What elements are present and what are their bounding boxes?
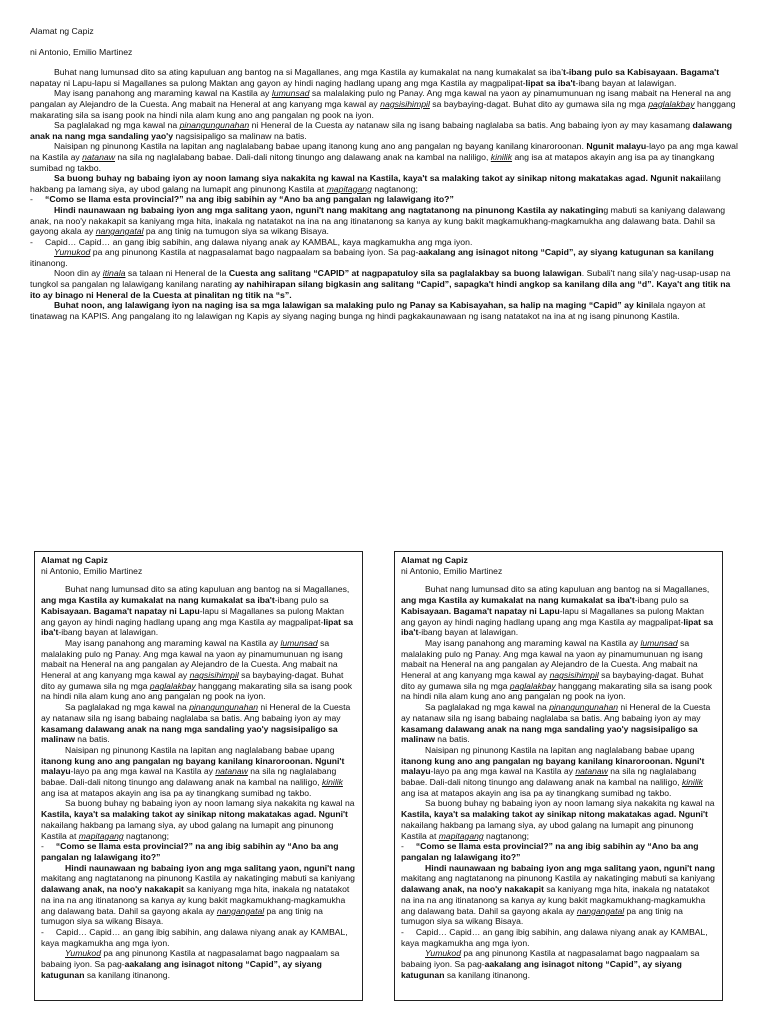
copy-paragraph-6: Hindi naunawaan ng babaing iyon ang mga salitang yaon, nguni't nang makitang ang nagtatanong na pinunong Kastila ay nakatinging mabuti sa kaniyang dalawang anak, na noo'y nakakapit sa kaniyang mga hita, inakala ng natatakot na ina na ang itinatanong sa kanya ay kung bakit magkamukhang-magkamukha ang dalawang bata. Dahil sa gayong akala ay nangangatal pa ang tinig na tumugon siya sa wikang Bisaya. — [401, 862, 715, 927]
dialogue-question: - “Como se llama esta provincial?” na ang ibig sabihin ay “Ano ba ang pangalan ng lalawigang ito?” — [30, 194, 454, 205]
copy-paragraph-1: Buhat nang lumunsad dito sa ating kapuluan ang bantog na si Magallanes, ang mga Kastila ay kumakalat na nang kumakalat sa iba't-ibang pulo sa Kabisayaan. Bagama't napatay ni Lapu-lapu si Magallanes sa pulong Maktan ang gayon ay hindi naging hadlang upang ang mga Kastila ay magpalipat-lipat sa iba't-ibang bayan at lalawigan. — [401, 584, 713, 638]
document-title: Alamat ng Capiz — [30, 26, 94, 36]
copy-dialogue-question: - “Como se llama esta provincial?” na ang ibig sabihin ay “Ano ba ang pangalan ng lalawigang ito?” — [41, 841, 339, 862]
copy-author: ni Antonio, Emilio Martinez — [41, 565, 143, 576]
copy-paragraph-4: Naisipan ng pinunong Kastila na lapitan ang naglalabang babae upang itanong kung ano ang pangalan ng bayang kanilang kinaroroonan. Nguni't malayu-layo pa ang mga kawal na Kastila ay natanaw na sila ng naglalabang babae. Dali-dali nitong tinungo ang dalawang anak na kambal na naliligo, kinilik ang isa at matapos akayin ang isa pa ay tinangkang sumibad ng takbo. — [41, 744, 345, 798]
copy-paragraph-2: May isang panahong ang maraming kawal na Kastila ay lumunsad sa malalaking pulo ng Panay. Ang mga kawal na yaon ay pinamumunuan ng isang mabait na Heneral na ang pangalan ay Alejandro de la Cuesta. Ang mabait na Heneral at ang kanyang mga kawal ay nagsisihimpil sa baybaying-dagat. Buhat dito ay gumawa sila ng mga paglalakbay hanggang makarating sila sa isang pook na hindi nila alam kung ano ang pangalan ng pook na iyon. — [41, 637, 353, 702]
copy-dialogue-answer: - Capid… Capid… an gang ibig sabihin, ang dalawa niyang anak ay KAMBAL, kaya magkamukha ang mga iyon. — [41, 926, 348, 948]
paragraph-6: Hindi naunawaan ng babaing iyon ang mga salitang yaon, nguni't nang makitang ang nagtatanong na pinunong Kastila ay nakatinging mabuti sa kaniyang dalawang anak, na noo'y nakakapit sa kaniyang mga hita, inakala ng natatakot na ina na ang itinatanong sa kanya ay kung bakit magkamukhang-magkamukha ang dalawang bata. Dahil sa gayong akala ay nangangatal pa ang tinig na tumugon siya sa wikang Bisaya. — [30, 204, 726, 237]
copy-title: Alamat ng Capiz — [41, 555, 108, 565]
paragraph-2: May isang panahong ang maraming kawal na Kastila ay lumunsad sa malalaking pulo ng Panay. Ang mga kawal na yaon ay pinamumunuan ng isang mabait na Heneral na ang pangalan ay Alejandro de la Cuesta. Ang mabait na Heneral at ang kanyang mga kawal ay nagsisihimpil sa baybaying-dagat. Buhat dito ay gumawa sila ng mga paglalakbay hanggang makarating sila sa isang pook na hindi nila alam kung ano ang pangalan ng pook na iyon. — [30, 88, 736, 120]
copy-dialogue-answer: - Capid… Capid… an gang ibig sabihin, ang dalawa niyang anak ay KAMBAL, kaya magkamukha ang mga iyon. — [401, 926, 708, 948]
copy-paragraph-5: Sa buong buhay ng babaing iyon ay noon lamang siya nakakita ng kawal na Kastila, kaya't sa malaking takot ay sinikap nitong makatakas agad. Nguni't nakailang hakbang pa lamang siya, ay ubod galang na lumapit ang pinunong Kastila at mapitagang nagtanong; — [401, 798, 715, 841]
paragraph-8: Noon din ay itinala sa talaan ni Heneral de la Cuesta ang salitang “CAPID” at nagpapatuloy sila sa paglalakbay sa buong lalawigan. Subali't nang sila'y nag-usap-usap na tungkol sa pangalan ng lalawigang kanilang narating ay nahihirapan silang bigkasin ang salitang “Capid”, sapagka't hindi angkop sa kanilang dila ang “d”. Kaya't ang titik na ito ay binago ni Heneral de la Cuesta at pinalitan ng titik na “s”. — [30, 268, 731, 300]
document-copy-right — [394, 551, 723, 1001]
copy-author: ni Antonio, Emilio Martinez — [401, 565, 503, 576]
dialogue-answer: - Capid… Capid… an gang ibig sabihin, ang dalawa niyang anak ay KAMBAL, kaya magkamukha ang mga iyon. — [30, 236, 473, 247]
paragraph-3: Sa paglalakad ng mga kawal na pinangungunahan ni Heneral de la Cuesta ay natanaw sila ng isang babaing naglalaba sa batis. Ang babaing iyon ay may kasamang dalawang anak na nang mga sandaling yao'y nagsisipaligo sa malinaw na batis. — [30, 120, 733, 141]
paragraph-5: Sa buong buhay ng babaing iyon ay noon lamang siya nakakita ng kawal na Kastila, kaya't sa malaking takot ay sinikap nitong makatakas agad. Ngunit nakaiilang hakbang pa lamang siya, ay ubod galang na lumapit ang pinunong Kastila at mapitagang nagtanong; — [30, 173, 721, 194]
paragraph-4: Naisipan ng pinunong Kastila na lapitan ang naglalabang babae upang itanong kung ano ang pangalan ng bayang kanilang kinaroroonan. Ngunit malayu-layo pa ang mga kawal na Kastila ay natanaw na sila ng naglalabang babae. Dali-dali nitong tinungo ang dalawang anak na kambal na naliligo, kinilik ang isa at matapos akayin ang isa pa ay tinangkang sumibad ng takbo. — [30, 141, 738, 173]
paragraph-1: Buhat nang lumunsad dito sa ating kapuluan ang bantog na si Magallanes, ang mga Kastila ay kumakalat na nang kumakalat sa iba’t-ibang pulo sa Kabisayaan. Bagama't napatay ni Lapu-lapu si Magallanes sa pulong Maktan ang gayon ay hindi naging hadlang upang ang mga Kastila ay magpalipat-lipat sa iba't-ibang bayan at lalawigan. — [30, 67, 720, 88]
copy-paragraph-4: Naisipan ng pinunong Kastila na lapitan ang naglalabang babae upang itanong kung ano ang pangalan ng bayang kanilang kinaroroonan. Nguni't malayu-layo pa ang mga kawal na Kastila ay natanaw na sila ng naglalabang babae. Dali-dali nitong tinungo ang dalawang anak na kambal na naliligo, kinilik ang isa at matapos akayin ang isa pa ay tinangkang sumibad ng takbo. — [401, 744, 705, 798]
copy-dialogue-question: - “Como se llama esta provincial?” na ang ibig sabihin ay “Ano ba ang pangalan ng lalawigang ito?” — [401, 841, 699, 862]
copy-paragraph-1: Buhat nang lumunsad dito sa ating kapuluan ang bantog na si Magallanes, ang mga Kastila ay kumakalat na nang kumakalat sa iba't-ibang pulo sa Kabisayaan. Bagama't napatay ni Lapu-lapu si Magallanes sa pulong Maktan ang gayon ay hindi naging hadlang upang ang mga Kastila ay magpalipat-lipat sa iba't-ibang bayan at lalawigan. — [41, 584, 353, 638]
copy-paragraph-7: Yumukod pa ang pinunong Kastila at nagpasalamat bago nagpaalam sa babaing iyon. Sa pag-aakalang ang isinagot nitong “Capid”, ay siyang katugunan sa kanilang itinanong. — [401, 948, 700, 980]
document-copy-left — [34, 551, 363, 1001]
copy-paragraph-6: Hindi naunawaan ng babaing iyon ang mga salitang yaon, nguni't nang makitang ang nagtatanong na pinunong Kastila ay nakatinging mabuti sa kaniyang dalawang anak, na noo'y nakakapit sa kaniyang mga hita, inakala ng natatakot na ina na ang itinatanong sa kanya ay kung bakit magkamukhang-magkamukha ang dalawang bata. Dahil sa gayong akala ay nangangatal pa ang tinig na tumugon siya sa wikang Bisaya. — [41, 862, 355, 927]
copy-paragraph-5: Sa buong buhay ng babaing iyon ay noon lamang siya nakakita ng kawal na Kastila, kaya't sa malaking takot ay sinikap nitong makatakas agad. Nguni't nakailang hakbang pa lamang siya, ay ubod galang na lumapit ang pinunong Kastila at mapitagang nagtanong; — [41, 798, 355, 841]
copy-title: Alamat ng Capiz — [401, 555, 468, 565]
paragraph-9: Buhat noon, ang lalawigang iyon na naging isa sa mga lalawigan sa malaking pulo ng Panay sa Kabisayahan, sa halip na maging “Capid” ay kinilala ngayon at tinatawag na KAPIS. Ang pangalang ito ng lalawigan ng Kapis ay siyang naging bunga ng hindi pagkakaunawaan ng isang natatakot na ina at ng isang pinunong Kastila. — [30, 300, 706, 321]
copy-paragraph-7: Yumukod pa ang pinunong Kastila at nagpasalamat bago nagpaalam sa babaing iyon. Sa pag-aakalang ang isinagot nitong “Capid”, ay siyang katugunan sa kanilang itinanong. — [41, 948, 340, 980]
document-author: ni Antonio, Emilio Martinez — [30, 46, 133, 57]
copy-paragraph-3: Sa paglalakad ng mga kawal na pinangungunahan ni Heneral de la Cuesta ay natanaw sila ng isang babaing naglalaba sa batis. Ang babaing iyon ay may kasamang dalawang anak na nang mga sandaling yao'y nagsisipaligo sa malinaw na batis. — [41, 702, 351, 745]
copy-paragraph-3: Sa paglalakad ng mga kawal na pinangungunahan ni Heneral de la Cuesta ay natanaw sila ng isang babaing naglalaba sa batis. Ang babaing iyon ay may kasamang dalawang anak na nang mga sandaling yao'y nagsisipaligo sa malinaw na batis. — [401, 702, 711, 745]
copy-paragraph-2: May isang panahong ang maraming kawal na Kastila ay lumunsad sa malalaking pulo ng Panay. Ang mga kawal na yaon ay pinamumunuan ng isang mabait na Heneral na ang pangalan ay Alejandro de la Cuesta. Ang mabait na Heneral at ang kanyang mga kawal ay nagsisihimpil sa baybaying-dagat. Buhat dito ay gumawa sila ng mga paglalakbay hanggang makarating sila sa isang pook na hindi nila alam kung ano ang pangalan ng pook na iyon. — [401, 637, 713, 702]
document-top — [30, 26, 742, 321]
paragraph-7: Yumukod pa ang pinunong Kastila at nagpasalamat bago nagpaalam sa babaing iyon. Sa pag-aakalang ang isinagot nitong “Capid”, ay siyang katugunan sa kanilang itinanong. — [30, 247, 714, 268]
